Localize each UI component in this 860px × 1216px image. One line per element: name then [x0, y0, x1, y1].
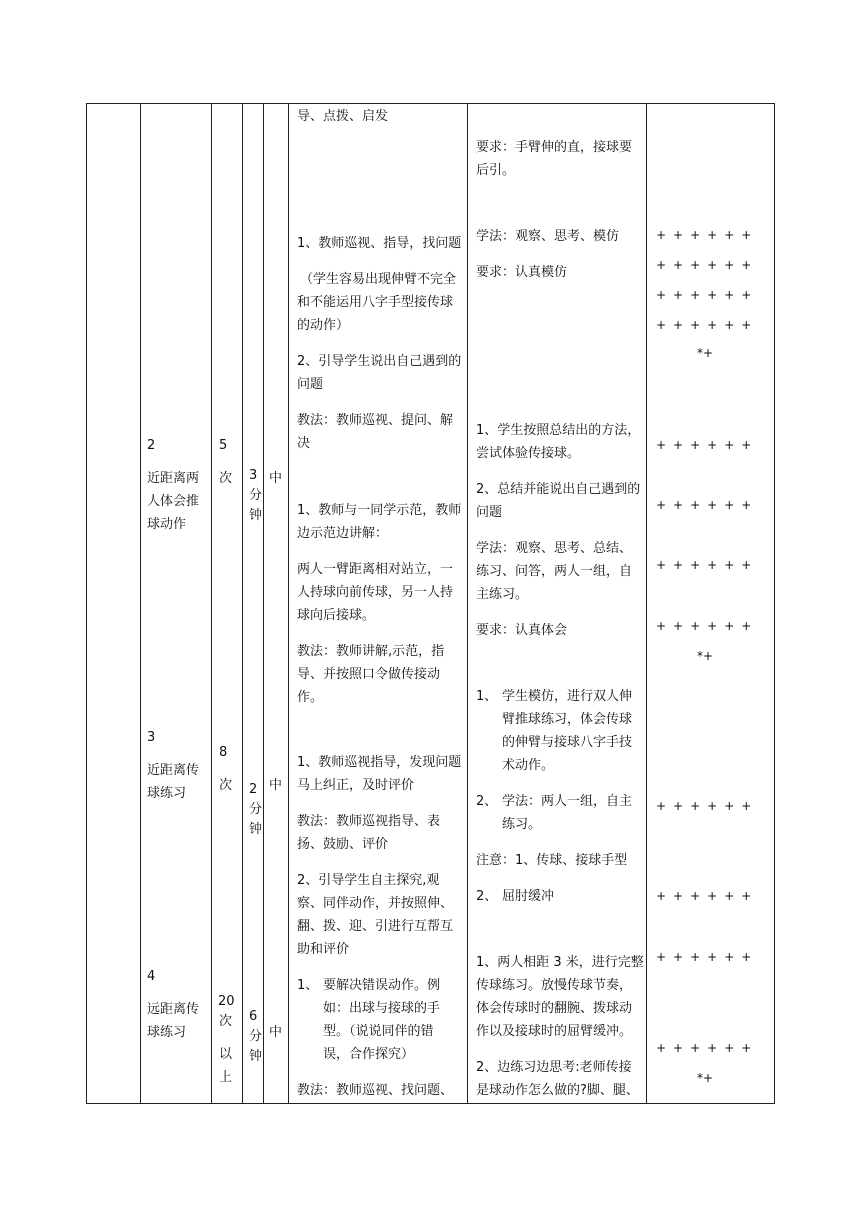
teacher-text: 1、教师巡视、指导，找问题	[297, 236, 462, 251]
teacher-method: 作。	[297, 690, 324, 705]
teacher-text: 1、教师与一同学示范，教师	[297, 503, 462, 518]
student-text: 臂推球练习，体会传球	[502, 712, 633, 727]
student-method: 练习。	[502, 817, 542, 832]
teacher-text: 导、点拨、启发	[297, 109, 389, 124]
teacher-text: 和不能运用八字手型接传球	[297, 295, 454, 310]
count-unit: 次	[219, 471, 233, 486]
column-divider	[140, 103, 141, 1104]
teacher-text: 型。（说说同伴的错	[323, 1024, 434, 1039]
formation-row: ++++++	[656, 258, 759, 272]
time-value: 6	[249, 1009, 258, 1024]
item-label: 人体会推	[147, 494, 200, 509]
count-note: 以	[219, 1047, 233, 1062]
column-divider	[242, 103, 243, 1104]
teacher-list-number: 1、	[297, 978, 319, 993]
count-unit: 次	[219, 778, 233, 793]
student-method: 学法：两人一组，自主	[502, 794, 633, 809]
student-text: 2、边练习边思考:老师传接	[476, 1060, 632, 1075]
formation-row: ++++++	[656, 438, 759, 452]
teacher-text: 翻、拨、迎、引进行互帮互	[297, 919, 454, 934]
item-label: 近距离两	[147, 471, 200, 486]
teacher-text: 助和评价	[297, 942, 350, 957]
formation-row: ++++++	[656, 318, 759, 332]
student-note: 注意：1、传球、接球手型	[476, 853, 628, 868]
student-text: 学生模仿，进行双人伸	[502, 689, 633, 704]
student-text: 尝试体验传接球。	[476, 446, 581, 461]
intensity-value: 中	[269, 471, 283, 486]
student-method: 学法：观察、思考、总结、	[476, 541, 633, 556]
teacher-text: 察、同伴动作，并按照伸、	[297, 896, 454, 911]
student-text: 体会传球时的翻腕、拨球动	[476, 1001, 633, 1016]
item-label: 球练习	[147, 786, 187, 801]
column-divider	[467, 103, 468, 1104]
student-method: 主练习。	[476, 587, 529, 602]
formation-row: ++++++	[656, 558, 759, 572]
teacher-text: 误，合作探究）	[323, 1047, 415, 1062]
count-unit: 次	[219, 1014, 233, 1029]
intensity-value: 中	[269, 778, 283, 793]
column-divider	[263, 103, 264, 1104]
student-list-number: 1、	[476, 689, 498, 704]
teacher-method: 教法：教师巡视指导、表	[297, 814, 441, 829]
teacher-position-marker: *+	[697, 346, 714, 360]
teacher-method: 教法：教师讲解,示范，指	[297, 644, 445, 659]
student-text: 2、总结并能说出自己遇到的	[476, 482, 641, 497]
student-text: 传球练习。放慢传球节奏，	[476, 978, 633, 993]
teacher-text: 问题	[297, 377, 324, 392]
student-note: 屈肘缓冲	[502, 889, 555, 904]
column-divider	[211, 103, 212, 1104]
teacher-text: 的动作）	[297, 318, 350, 333]
teacher-text: （学生容易出现伸臂不完全	[300, 272, 457, 287]
formation-row: ++++++	[656, 619, 759, 633]
student-text: 是球动作怎么做的?脚、腿、	[476, 1083, 639, 1098]
formation-row: ++++++	[656, 1041, 759, 1055]
item-number: 3	[147, 730, 156, 745]
teacher-method: 扬、鼓励、评价	[297, 837, 389, 852]
item-number: 4	[147, 969, 156, 984]
time-unit: 钟	[249, 822, 263, 837]
student-text: 的伸臂与接球八字手技	[502, 735, 633, 750]
student-list-number: 2、	[476, 794, 498, 809]
teacher-method: 教法：教师巡视、找问题、	[297, 1083, 454, 1098]
item-label: 球练习	[147, 1025, 187, 1040]
count-value: 8	[219, 745, 228, 760]
teacher-text: 如：出球与接球的手	[323, 1001, 441, 1016]
student-text: 术动作。	[502, 758, 555, 773]
teacher-text: 人持球向前传球，另一人持	[297, 585, 454, 600]
item-number: 2	[147, 438, 156, 453]
teacher-text: 两人一臂距离相对站立，一	[297, 562, 454, 577]
student-requirement: 要求：认真体会	[476, 623, 568, 638]
time-unit: 分	[249, 488, 263, 503]
student-list-number: 2、	[476, 889, 498, 904]
student-text: 1、两人相距 3 米，进行完整	[476, 955, 644, 970]
teacher-method: 教法：教师巡视、提问、解	[297, 413, 454, 428]
formation-row: ++++++	[656, 889, 759, 903]
column-divider	[646, 103, 647, 1104]
count-value: 5	[219, 438, 228, 453]
teacher-text: 1、教师巡视指导，发现问题	[297, 755, 462, 770]
column-divider	[288, 103, 289, 1104]
student-method: 练习、问答，两人一组，自	[476, 564, 633, 579]
teacher-text: 边示范边讲解：	[297, 526, 389, 541]
teacher-position-marker: *+	[697, 649, 714, 663]
student-text: 问题	[476, 505, 503, 520]
formation-row: ++++++	[656, 228, 759, 242]
teacher-text: 2、引导学生说出自己遇到的	[297, 354, 462, 369]
student-text: 作以及接球时的屈臂缓冲。	[476, 1024, 633, 1039]
formation-row: ++++++	[656, 799, 759, 813]
count-note: 上	[219, 1070, 233, 1085]
formation-row: ++++++	[656, 950, 759, 964]
time-unit: 钟	[249, 1049, 263, 1064]
time-unit: 钟	[249, 508, 263, 523]
student-method: 学法：观察、思考、模仿	[476, 229, 620, 244]
teacher-text: 2、引导学生自主探究,观	[297, 873, 440, 888]
time-unit: 分	[249, 1029, 263, 1044]
student-requirement: 要求：认真模仿	[476, 265, 568, 280]
teacher-text: 马上纠正，及时评价	[297, 778, 415, 793]
teacher-text: 球向后接球。	[297, 608, 376, 623]
teacher-text: 要解决错误动作。例	[323, 978, 441, 993]
student-text: 后引。	[476, 163, 516, 178]
time-value: 3	[249, 468, 258, 483]
item-label: 近距离传	[147, 763, 200, 778]
formation-row: ++++++	[656, 498, 759, 512]
item-label: 远距离传	[147, 1002, 200, 1017]
time-value: 2	[249, 782, 258, 797]
intensity-value: 中	[269, 1025, 283, 1040]
time-unit: 分	[249, 802, 263, 817]
formation-row: ++++++	[656, 288, 759, 302]
teacher-position-marker: *+	[697, 1071, 714, 1085]
teacher-method: 决	[297, 436, 311, 451]
teacher-method: 导、并按照口令做传接动	[297, 667, 441, 682]
count-value: 20	[218, 994, 235, 1009]
item-label: 球动作	[147, 517, 187, 532]
student-text: 要求：手臂伸的直，接球要	[476, 140, 633, 155]
student-text: 1、学生按照总结出的方法，	[476, 423, 641, 438]
